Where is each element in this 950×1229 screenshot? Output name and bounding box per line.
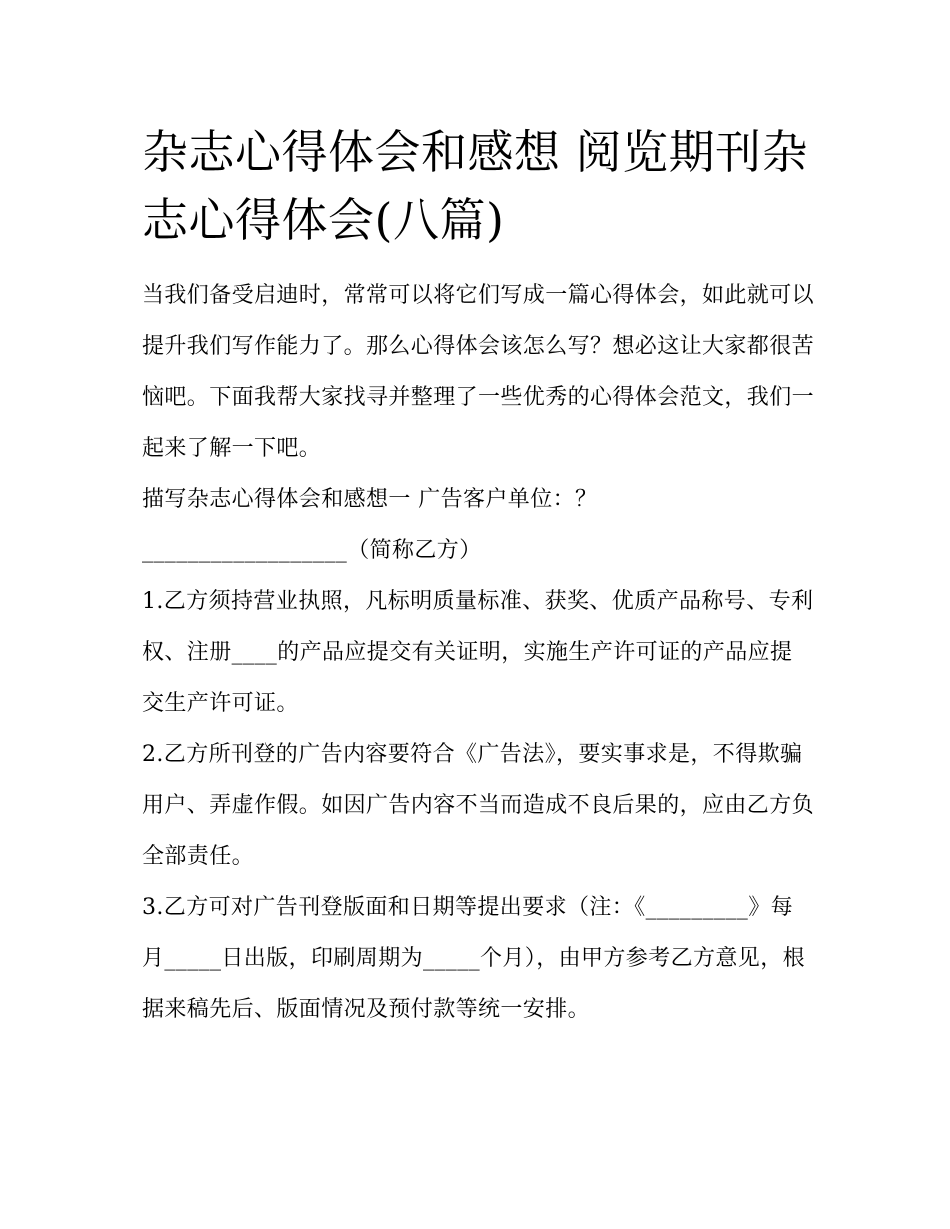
section-heading: 描写杂志心得体会和感想一 广告客户单位：？ xyxy=(142,487,598,512)
clause-1: 1.乙方须持营业执照，凡标明质量标准、获奖、优质产品称号、专利权、注册____的产品应提交有关证明，实施生产许可证的产品应提交生产许可证。 xyxy=(142,589,814,716)
clause-3: 3.乙方可对广告刊登版面和日期等提出要求（注：《_________》每月_____日出版，印刷周期为_____个月），由甲方参考乙方意见，根据来稿先后、版面情况及预付款等统一安排。 xyxy=(142,895,806,1022)
document-title: 杂志心得体会和感想 阅览期刊杂志心得体会(八篇) xyxy=(142,125,809,247)
clause-2: 2.乙方所刊登的广告内容要符合《广告法》，要实事求是，不得欺骗用户、弄虚作假。如因广告内容不当而造成不良后果的，应由乙方负全部责任。 xyxy=(142,742,815,869)
document-page xyxy=(142,118,814,1035)
party-b-line: __________________（简称乙方） xyxy=(142,538,482,563)
intro-paragraph: 当我们备受启迪时，常常可以将它们写成一篇心得体会，如此就可以提升我们写作能力了。那么心得体会该怎么写？想必这让大家都很苦恼吧。下面我帮大家找寻并整理了一些优秀的心得体会范文，我们一起来了解一下吧。 xyxy=(142,283,815,461)
